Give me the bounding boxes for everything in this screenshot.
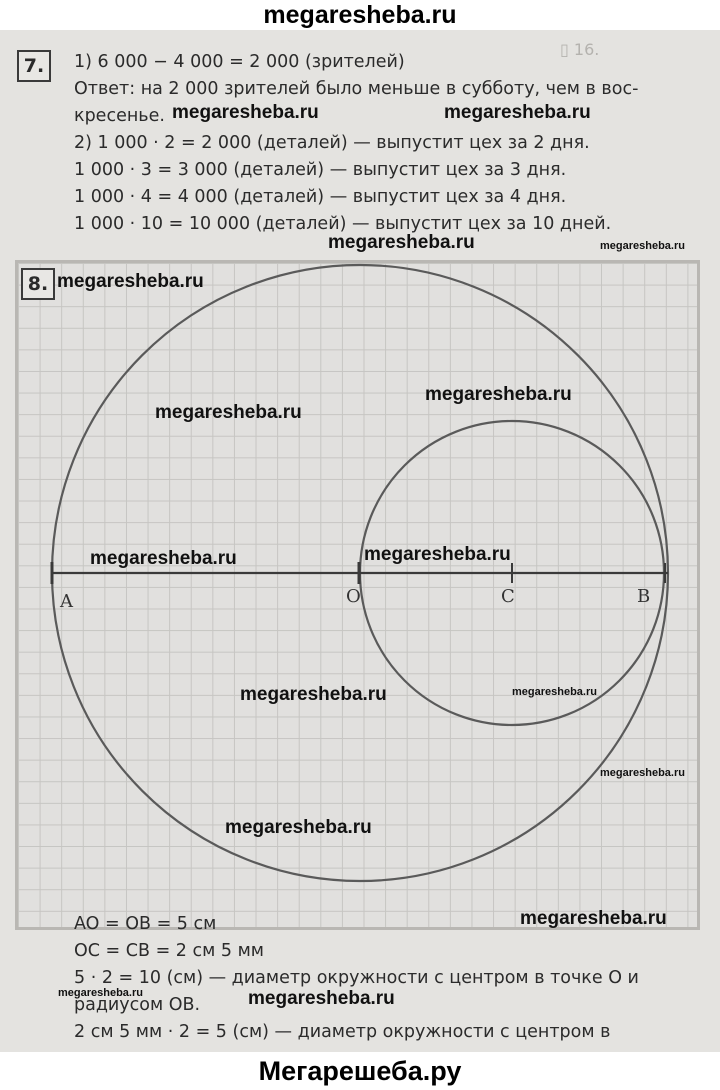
watermark: megaresheba.ru [57,271,204,292]
task8-line-1: AO = OB = 5 см [74,914,217,934]
task8-line-4: радиусом OB. [74,995,201,1015]
bleed-through-text: ▯ 16. [560,40,600,59]
task7-line-1: 1) 6 000 − 4 000 = 2 000 (зрителей) [74,52,405,72]
watermark: megaresheba.ru [172,102,319,123]
task8-line-2: OC = CB = 2 см 5 мм [74,941,264,961]
watermark: megaresheba.ru [58,987,143,999]
point-label-b: B [637,586,651,607]
site-header[interactable]: megaresheba.ru [0,0,720,30]
task7-line-7: 1 000 · 10 = 10 000 (деталей) — выпустит цех за 10 дней. [74,214,612,234]
watermark: megaresheba.ru [90,548,237,569]
watermark: megaresheba.ru [248,988,395,1009]
watermark: megaresheba.ru [225,817,372,838]
task-number-8: 8. [21,268,55,300]
watermark: megaresheba.ru [328,232,475,253]
task8-line-5: 2 см 5 мм · 2 = 5 (см) — диаметр окружности с центром в [74,1022,611,1042]
task7-line-5: 1 000 · 3 = 3 000 (деталей) — выпустит цех за 3 дня. [74,160,567,180]
point-label-o: O [346,586,361,607]
task7-line-3: кресенье. [74,106,165,126]
task7-line-2: Ответ: на 2 000 зрителей было меньше в субботу, чем в вос- [74,79,639,99]
point-label-a: A [60,591,73,612]
textbook-page [0,30,720,1052]
site-footer[interactable]: Мегарешеба.ру [0,1052,720,1090]
watermark: megaresheba.ru [520,908,667,929]
task8-line-3: 5 · 2 = 10 (см) — диаметр окружности с центром в точке O и [74,968,639,988]
task7-line-6: 1 000 · 4 = 4 000 (деталей) — выпустит цех за 4 дня. [74,187,567,207]
watermark: megaresheba.ru [364,544,511,565]
watermark: megaresheba.ru [155,402,302,423]
task7-line-4: 2) 1 000 · 2 = 2 000 (деталей) — выпустит цех за 2 дня. [74,133,590,153]
point-label-c: C [501,586,515,607]
watermark: megaresheba.ru [512,686,597,698]
watermark: megaresheba.ru [600,767,685,779]
watermark: megaresheba.ru [600,240,685,252]
watermark: megaresheba.ru [444,102,591,123]
circles-drawing [0,30,720,1052]
task-number-7: 7. [17,50,51,82]
watermark: megaresheba.ru [240,684,387,705]
watermark: megaresheba.ru [425,384,572,405]
